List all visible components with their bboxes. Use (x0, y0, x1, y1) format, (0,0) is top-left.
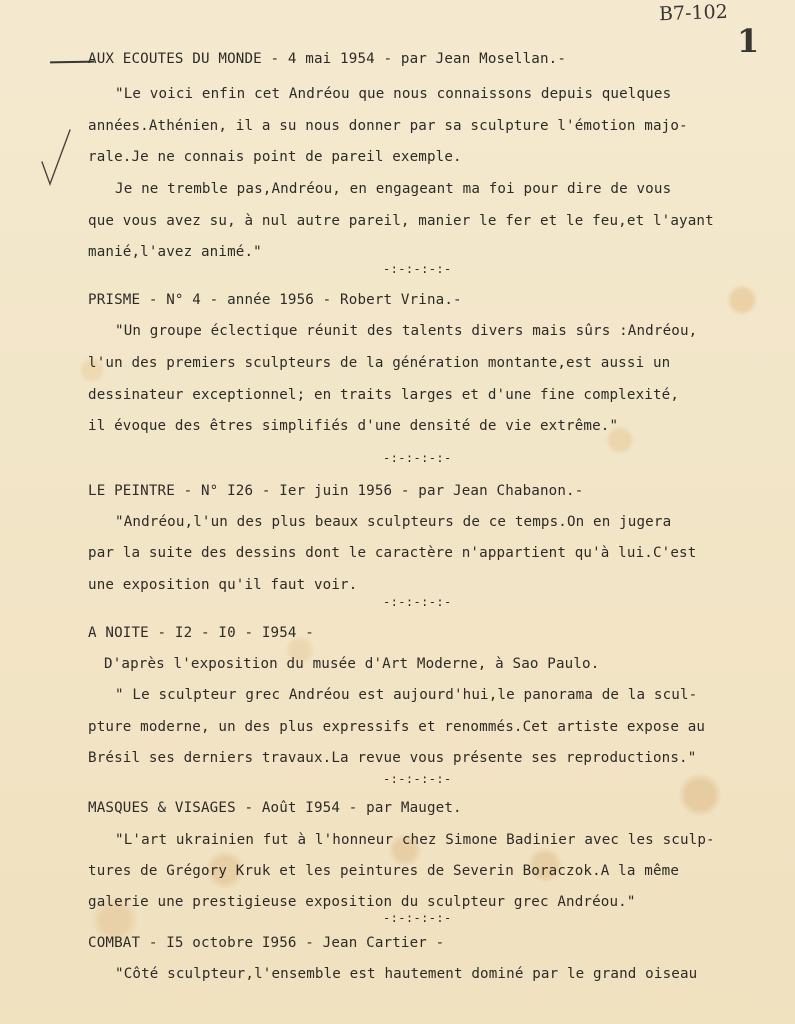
article-line: années.Athénien, il a su nous donner par sa sculpture l'émotion majo- (88, 118, 688, 134)
article-line: manié,l'avez animé." (88, 244, 262, 260)
section-separator: -:-:-:-:- (383, 911, 452, 925)
article-line: "Un groupe éclectique réunit des talents divers mais sûrs :Andréou, (115, 323, 698, 339)
article-line: une exposition qu'il faut voir. (88, 577, 358, 593)
article-line: "Côté sculpteur,l'ensemble est hautement dominé par le grand oiseau (115, 966, 698, 982)
article-line: Je ne tremble pas,Andréou, en engageant ma foi pour dire de vous (115, 181, 672, 197)
article-line: l'un des premiers sculpteurs de la génération montante,est aussi un (88, 355, 671, 371)
section-separator: -:-:-:-:- (383, 772, 452, 786)
article-heading: LE PEINTRE - N° I26 - Ier juin 1956 - par Jean Chabanon.- (88, 483, 584, 499)
section-separator: -:-:-:-:- (383, 451, 452, 465)
article-line: galerie une prestigieuse exposition du sculpteur grec Andréou." (88, 894, 636, 910)
page-number: 1 (737, 22, 760, 60)
article-line: " Le sculpteur grec Andréou est aujourd'hui,le panorama de la scul- (115, 687, 698, 703)
article-heading: COMBAT - I5 octobre I956 - Jean Cartier - (88, 935, 445, 951)
article-line: tures de Grégory Kruk et les peintures de Severin Boraczok.A la même (88, 863, 680, 879)
article-heading: AUX ECOUTES DU MONDE - 4 mai 1954 - par Jean Mosellan.- (88, 51, 567, 67)
section-separator: -:-:-:-:- (383, 595, 452, 609)
article-line: dessinateur exceptionnel; en traits larges et d'une fine complexité, (88, 387, 680, 403)
article-line: rale.Je ne connais point de pareil exemple. (88, 149, 462, 165)
section-separator: -:-:-:-:- (383, 262, 452, 276)
article-heading: PRISME - N° 4 - année 1956 - Robert Vrina.- (88, 292, 462, 308)
article-line: "Le voici enfin cet Andréou que nous connaissons depuis quelques (115, 86, 672, 102)
article-line: Brésil ses derniers travaux.La revue vous présente ses reproductions." (88, 750, 697, 766)
article-line: pture moderne, un des plus expressifs et renommés.Cet artiste expose au (88, 719, 706, 735)
checkmark-icon (40, 128, 72, 188)
article-line: par la suite des dessins dont le caractère n'appartient qu'à lui.C'est (88, 545, 697, 561)
article-line: il évoque des êtres simplifiés d'une densité de vie extrême." (88, 418, 619, 434)
article-line: D'après l'exposition du musée d'Art Moderne, à Sao Paulo. (104, 656, 600, 672)
article-line: "Andréou,l'un des plus beaux sculpteurs de ce temps.On en jugera (115, 514, 672, 530)
article-line: que vous avez su, à nul autre pareil, manier le fer et le feu,et l'ayant (88, 213, 714, 229)
article-heading: MASQUES & VISAGES - Août I954 - par Mauget. (88, 800, 462, 816)
article-heading: A NOITE - I2 - I0 - I954 - (88, 625, 314, 641)
archive-reference: B7-102 (658, 0, 729, 26)
article-line: "L'art ukrainien fut à l'honneur chez Simone Badinier avec les sculp- (115, 832, 715, 848)
